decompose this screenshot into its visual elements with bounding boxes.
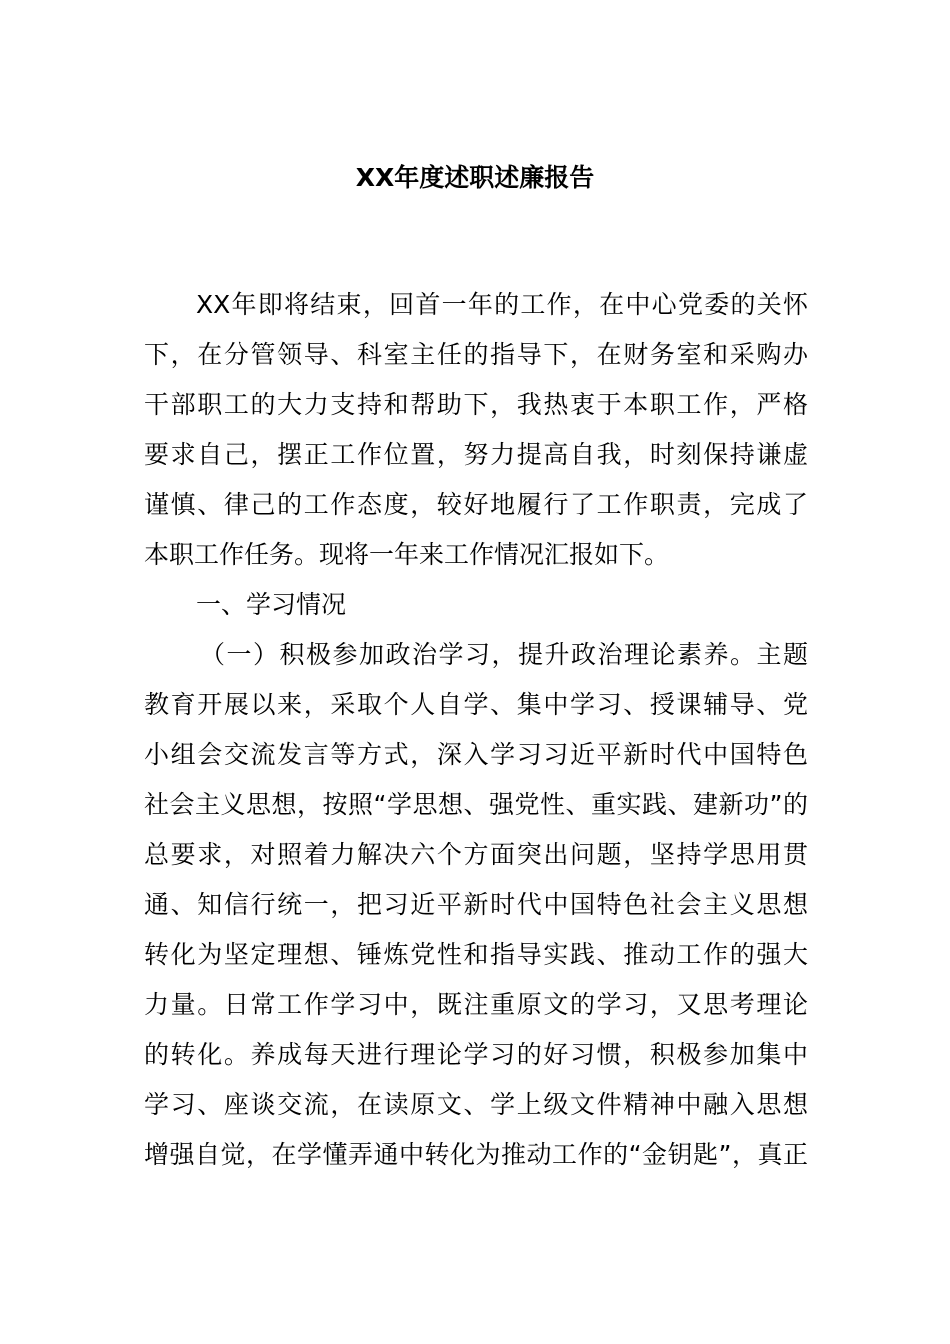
paragraph-line: 力量。日常工作学习中，既注重原文的学习，又思考理论 xyxy=(144,990,808,1019)
paragraph-line: 本职工作任务。现将一年来工作情况汇报如下。 xyxy=(144,540,670,569)
paragraph-line: 教育开展以来，采取个人自学、集中学习、授课辅导、党 xyxy=(144,690,808,719)
paragraph-line: 总要求，对照着力解决六个方面突出问题，坚持学思用贯 xyxy=(144,840,808,869)
document-body xyxy=(144,280,808,1180)
paragraph-line: 干部职工的大力支持和帮助下，我热衷于本职工作，严格 xyxy=(144,390,808,419)
paragraph-line: 要求自己，摆正工作位置，努力提高自我，时刻保持谦虚 xyxy=(144,440,808,469)
document-title: XX年度述职述廉报告 xyxy=(355,163,595,192)
paragraph-line: XX年即将结束，回首一年的工作，在中心党委的关怀 xyxy=(196,290,808,319)
section-heading: 一、学习情况 xyxy=(196,590,347,619)
paragraph-line: 小组会交流发言等方式，深入学习习近平新时代中国特色 xyxy=(144,740,808,769)
paragraph-line: 社会主义思想，按照“学思想、强党性、重实践、建新功”的 xyxy=(144,790,808,819)
paragraph-line: 的转化。养成每天进行理论学习的好习惯，积极参加集中 xyxy=(144,1040,808,1069)
paragraph-line: 下，在分管领导、科室主任的指导下，在财务室和采购办 xyxy=(144,340,808,369)
subsection-heading-line: （一）积极参加政治学习，提升政治理论素养。主题 xyxy=(200,640,808,669)
paragraph-line: 学习、座谈交流，在读原文、学上级文件精神中融入思想 xyxy=(144,1090,808,1119)
paragraph-line: 增强自觉，在学懂弄通中转化为推动工作的“金钥匙”，真正 xyxy=(144,1140,808,1169)
paragraph-line: 谨慎、律己的工作态度，较好地履行了工作职责，完成了 xyxy=(144,490,808,519)
paragraph-line: 转化为坚定理想、锤炼党性和指导实践、推动工作的强大 xyxy=(144,940,808,969)
paragraph-line: 通、知信行统一，把习近平新时代中国特色社会主义思想 xyxy=(144,890,808,919)
